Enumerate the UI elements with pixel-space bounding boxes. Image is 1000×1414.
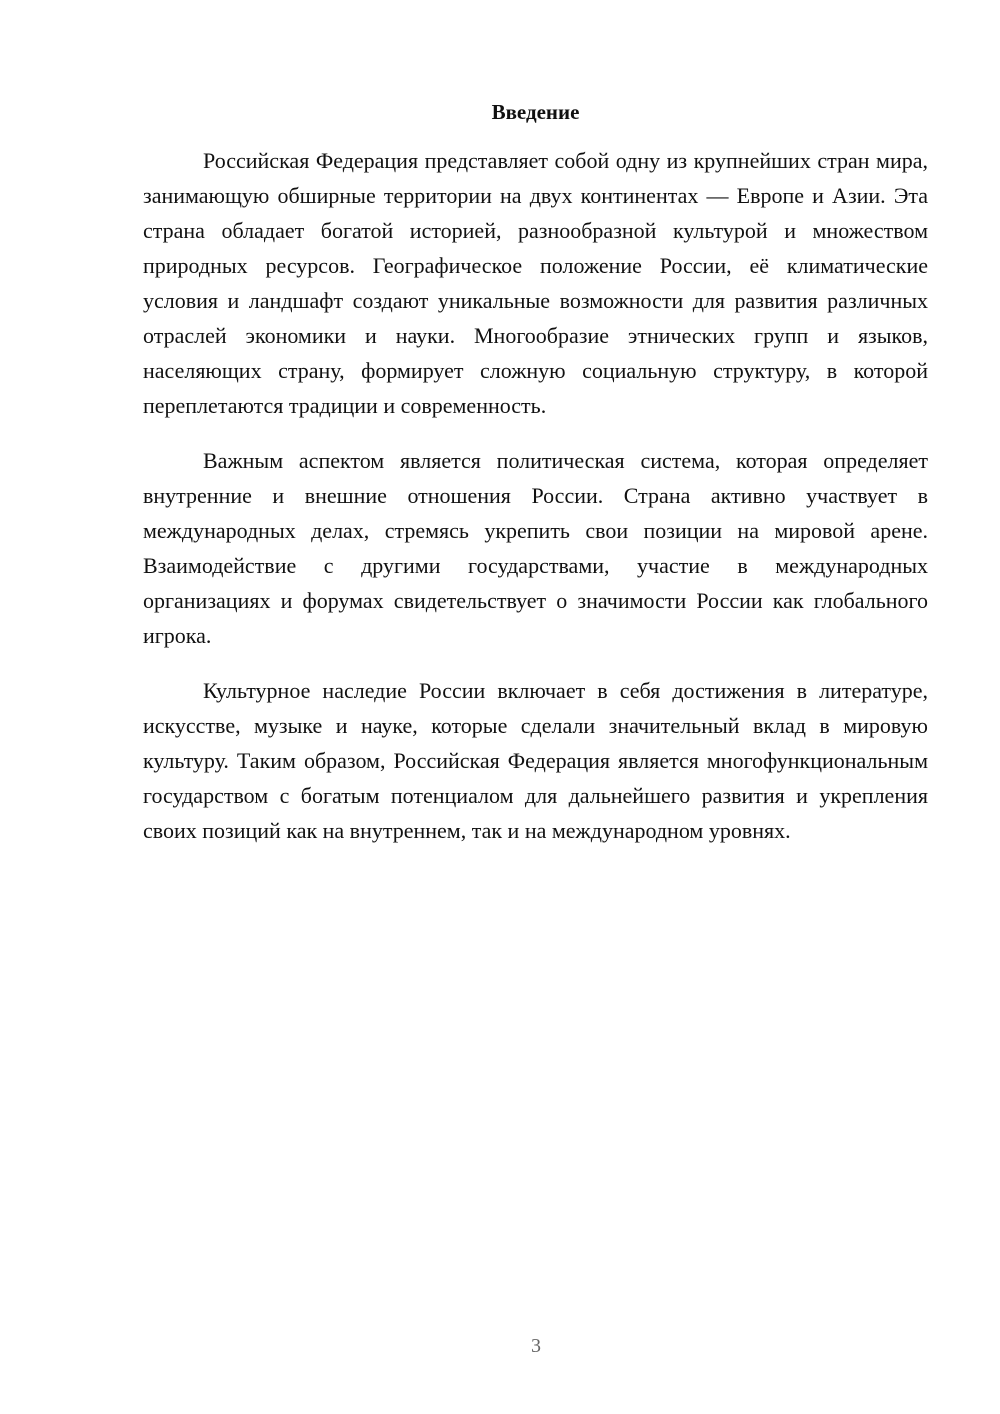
paragraph-1: Российская Федерация представляет собой одну из крупнейших стран мира, занимающую обширные территории на двух континентах — Европе и Азии. Эта страна обладает богатой историей, разнообразной культурой и множеством природных ресурсов. Географическое положение России, её климатические условия и ландшафт создают уникальные возможности для развития различных отраслей экономики и науки. Многообразие этнических групп и языков, населяющих страну, формирует сложную социальную структуру, в которой переплетаются традиции и современность. — [143, 148, 928, 418]
body-text — [143, 143, 928, 868]
page-number: 3 — [531, 1335, 541, 1357]
paragraph-2: Важным аспектом является политическая система, которая определяет внутренние и внешние отношения России. Страна активно участвует в международных делах, стремясь укрепить свои позиции на мировой арене. Взаимодействие с другими государствами, участие в международных организациях и форумах свидетельствует о значимости России как глобального игрока. — [143, 448, 928, 648]
paragraph-3: Культурное наследие России включает в себя достижения в литературе, искусстве, музыке и науке, которые сделали значительный вклад в мировую культуру. Таким образом, Российская Федерация является многофункциональным государством с богатым потенциалом для дальнейшего развития и укрепления своих позиций как на внутреннем, так и на международном уровнях. — [143, 678, 928, 843]
section-heading: Введение — [491, 100, 580, 124]
